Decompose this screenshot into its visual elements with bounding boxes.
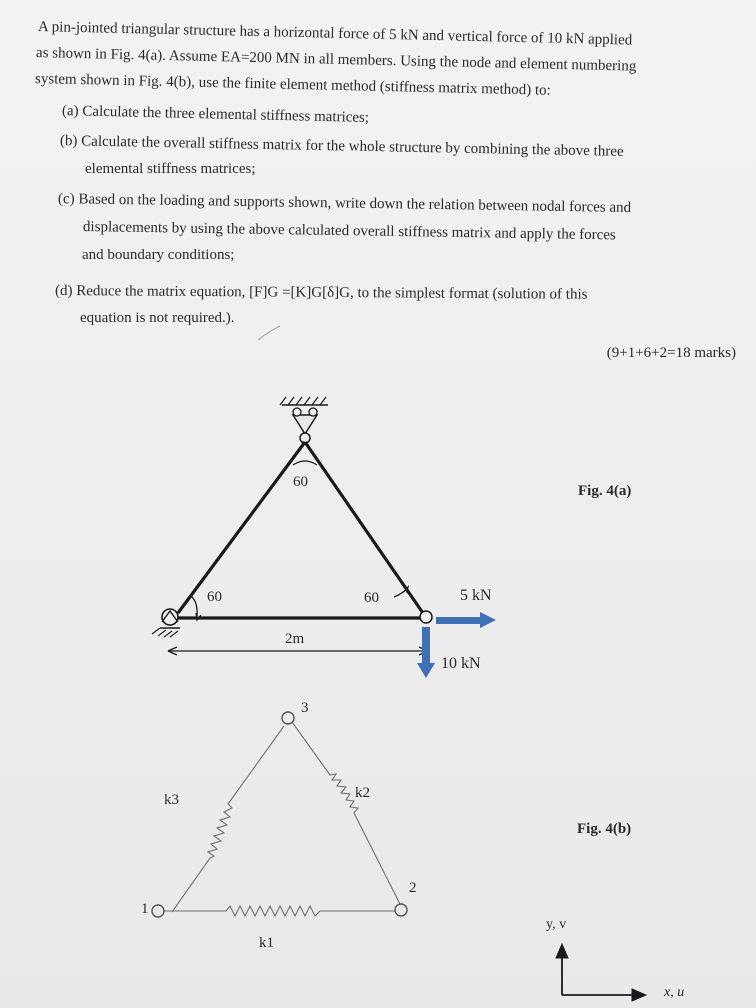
part-b-line-1: (b) Calculate the overall stiffness matrix for the whole structure by combining the above three: [59, 133, 624, 160]
part-b-line-2: elemental stiffness matrices;: [85, 161, 256, 177]
intro-line-2: as shown in Fig. 4(a). Assume EA=200 MN in all members. Using the node and element numbering: [35, 45, 637, 75]
intro-line-1: A pin-jointed triangular structure has a horizontal force of 5 kN and vertical force of 10 kN applied: [37, 19, 633, 49]
xy-axes: [556, 944, 646, 1001]
truss-fig-a: [152, 397, 432, 655]
part-d-line-2: equation is not required.).: [80, 310, 235, 326]
node-1-label: 1: [141, 901, 149, 917]
k3-label: k3: [164, 792, 179, 808]
axis-x-label: x, u: [664, 985, 685, 1000]
marks-allocation: (9+1+6+2=18 marks): [606, 345, 736, 361]
axis-y-label: y, v: [546, 917, 567, 932]
angle-right-label: 60: [364, 590, 379, 606]
angle-top-label: 60: [293, 474, 308, 490]
part-a: (a) Calculate the three elemental stiffness matrices;: [61, 103, 370, 126]
length-label: 2m: [285, 631, 305, 647]
node-3-label: 3: [301, 700, 309, 716]
part-c-line-1: (c) Based on the loading and supports shown, write down the relation between nodal forces and: [57, 191, 632, 217]
angle-left-label: 60: [207, 589, 222, 605]
force-horizontal-label: 5 kN: [460, 587, 492, 604]
node-2-label: 2: [409, 880, 417, 896]
k2-label: k2: [355, 785, 370, 801]
k1-label: k1: [259, 935, 274, 951]
part-c-line-3: and boundary conditions;: [82, 247, 235, 263]
part-c-line-2: displacements by using the above calculated overall stiffness matrix and apply the forces: [82, 219, 616, 244]
intro-line-3: system shown in Fig. 4(b), use the finite element method (stiffness matrix method) to:: [34, 71, 551, 99]
part-d-line-1: (d) Reduce the matrix equation, [F]G =[K]G[δ]G, to the simplest format (solution of this: [54, 283, 588, 303]
force-vertical-label: 10 kN: [441, 655, 481, 672]
spring-fig-b: [152, 712, 407, 917]
fig-4b-caption: Fig. 4(b): [577, 821, 632, 837]
fig-4a-caption: Fig. 4(a): [578, 483, 632, 499]
pen-mark: [258, 326, 280, 340]
